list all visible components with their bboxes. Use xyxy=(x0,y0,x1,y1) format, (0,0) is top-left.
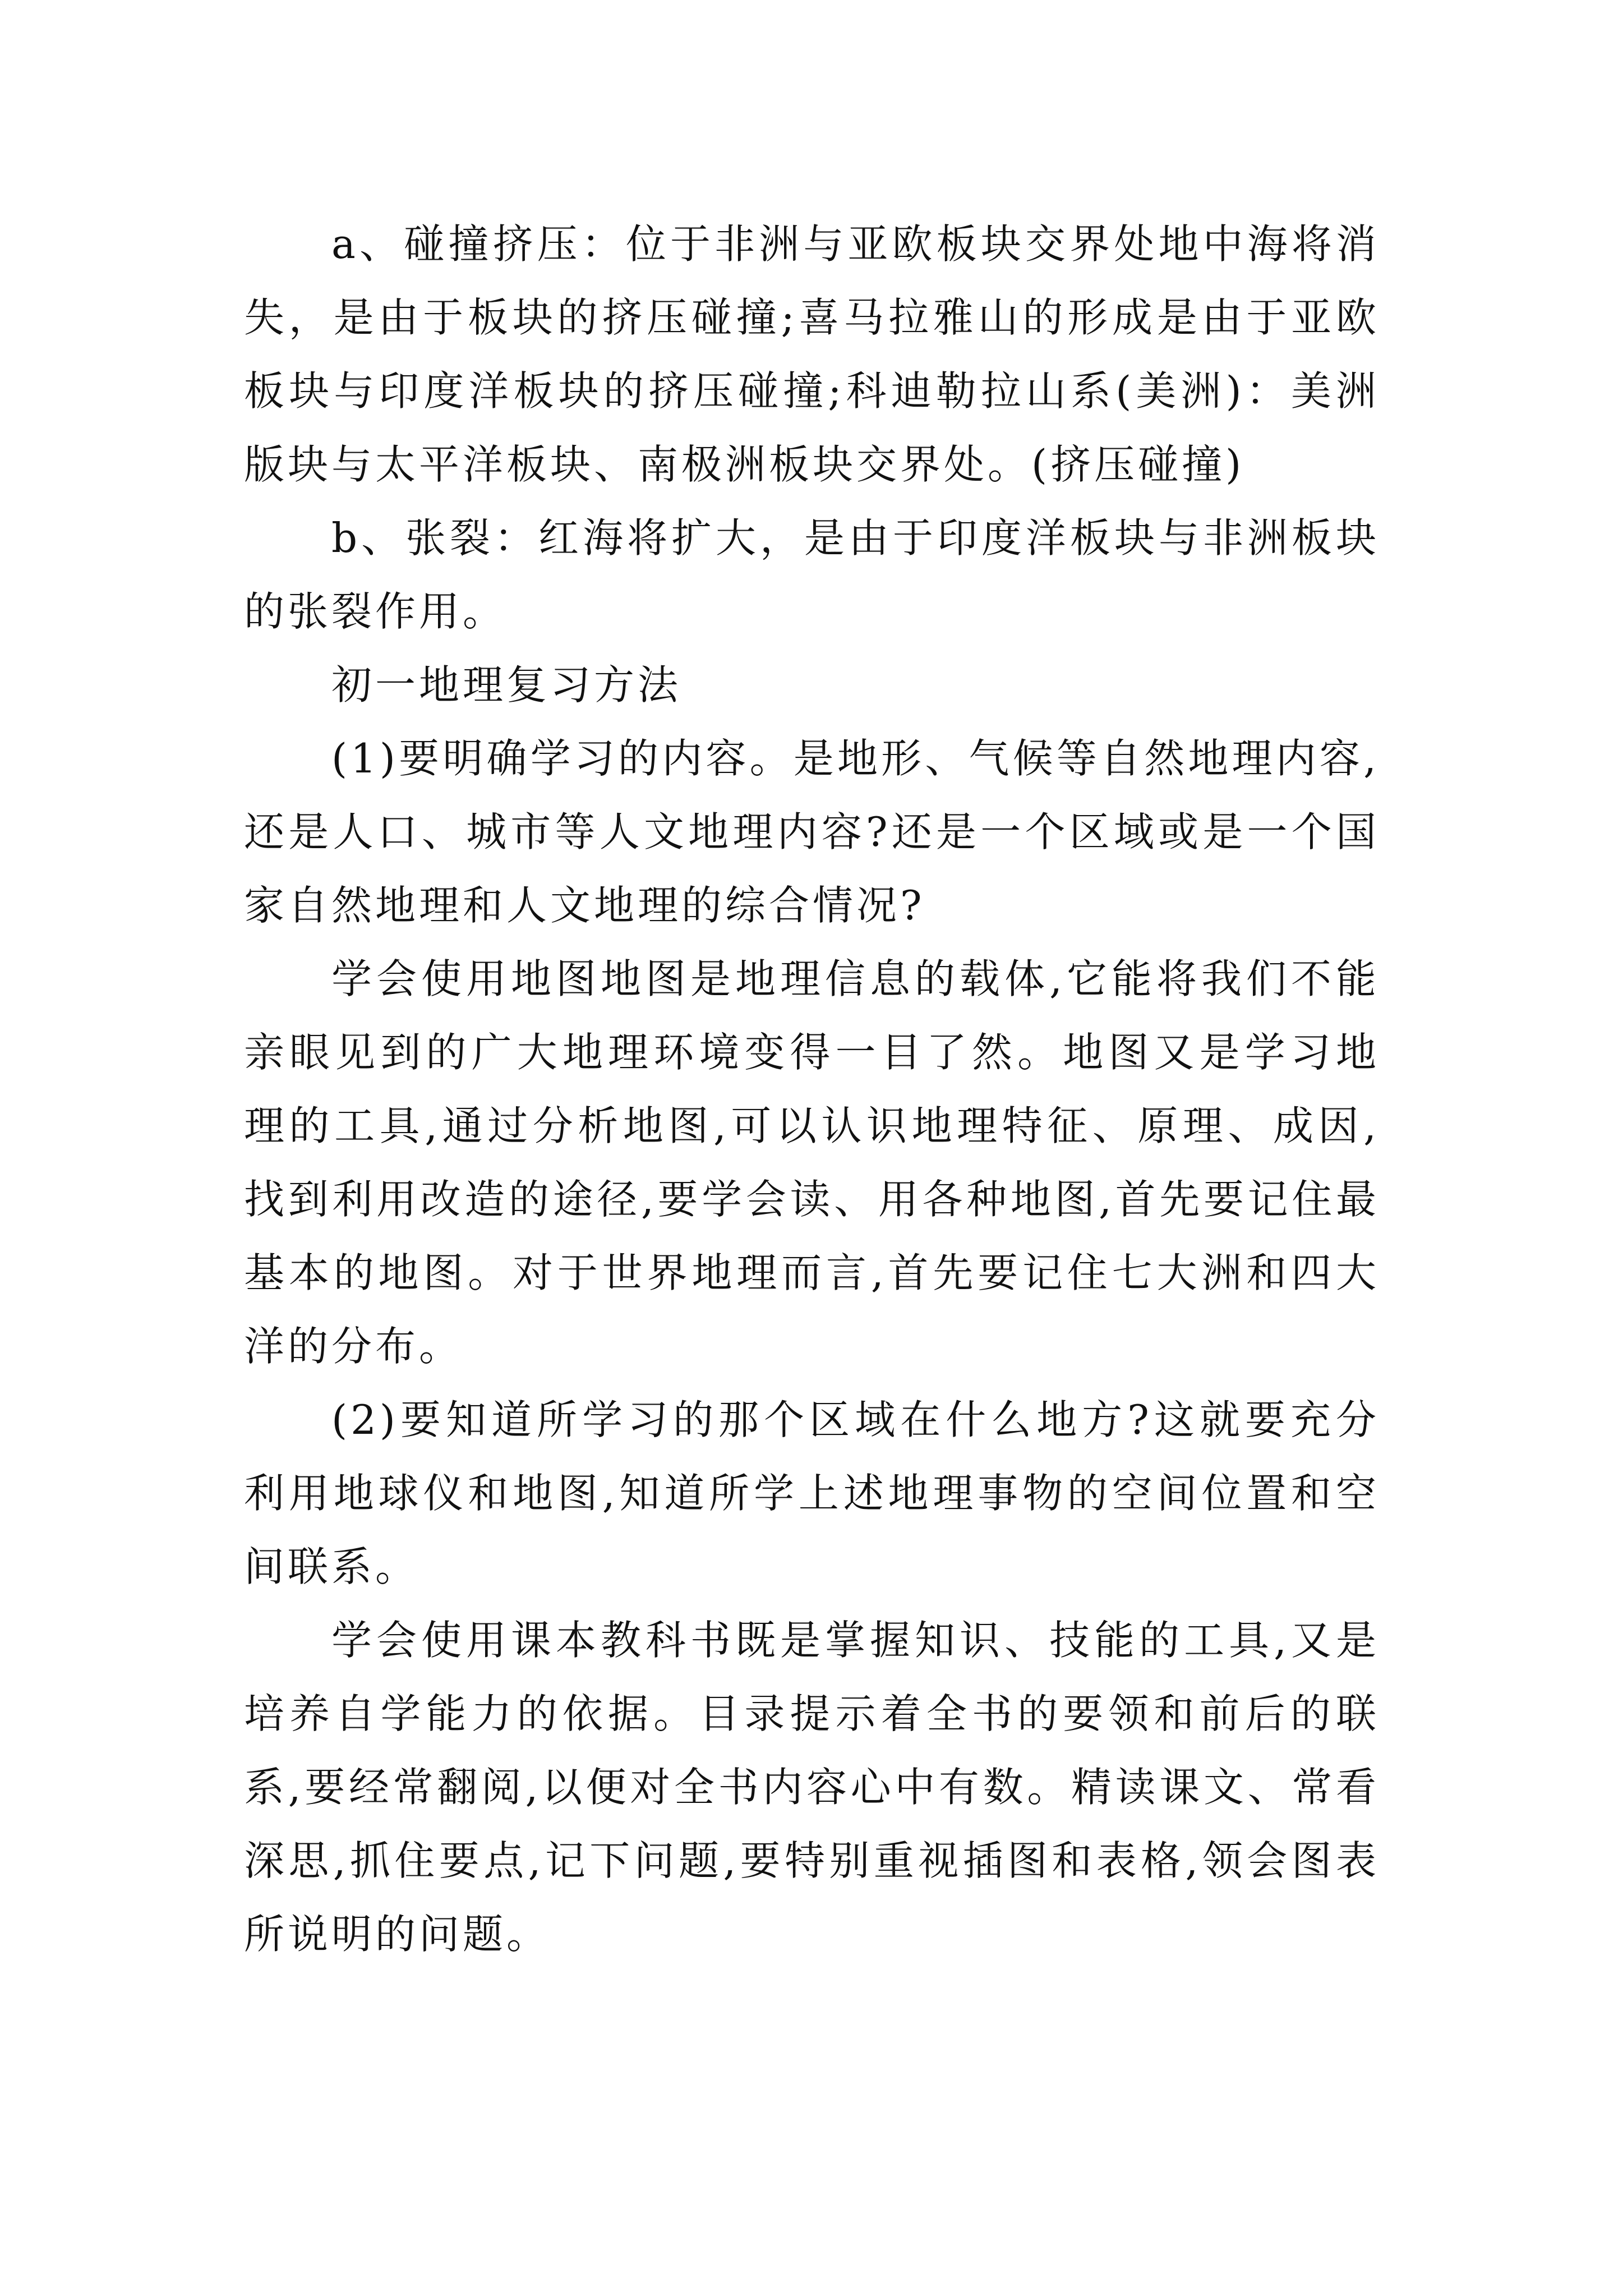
section-heading: 初一地理复习方法 xyxy=(331,661,682,708)
document-body xyxy=(244,208,1380,1971)
paragraph-use-textbook: 学会使用课本教科书既是掌握知识、技能的工具,又是培养自学能力的依据。目录提示着全书的要领和前后的联系,要经常翻阅,以便对全书内容心中有数。精读课文、常看深思,抓住要点,记下问题,要特别重视插图和表格,领会图表所说明的问题。 xyxy=(244,1617,1380,1958)
paragraph-plate-rifting: b、张裂：红海将扩大，是由于印度洋板块与非洲板块的张裂作用。 xyxy=(244,514,1380,635)
paragraph-plate-collision: a、碰撞挤压：位于非洲与亚欧板块交界处地中海将消失，是由于板块的挤压碰撞;喜马拉雅山的形成是由于亚欧板块与印度洋板块的挤压碰撞;科迪勒拉山系(美洲)：美洲版块与太平洋板块、南极洲板块交界处。(挤压碰撞) xyxy=(244,220,1380,488)
paragraph-method-1: (1)要明确学习的内容。是地形、气候等自然地理内容,还是人口、城市等人文地理内容?还是一个区域或是一个国家自然地理和人文地理的综合情况? xyxy=(244,735,1380,929)
paragraph-method-2: (2)要知道所学习的那个区域在什么地方?这就要充分利用地球仪和地图,知道所学上述地理事物的空间位置和空间联系。 xyxy=(244,1396,1380,1590)
paragraph-use-maps: 学会使用地图地图是地理信息的载体,它能将我们不能亲眼见到的广大地理环境变得一目了然。地图又是学习地理的工具,通过分析地图,可以认识地理特征、原理、成因,找到利用改造的途径,要学会读、用各种地图,首先要记住最基本的地图。对于世界地理而言,首先要记住七大洲和四大洋的分布。 xyxy=(244,955,1380,1370)
